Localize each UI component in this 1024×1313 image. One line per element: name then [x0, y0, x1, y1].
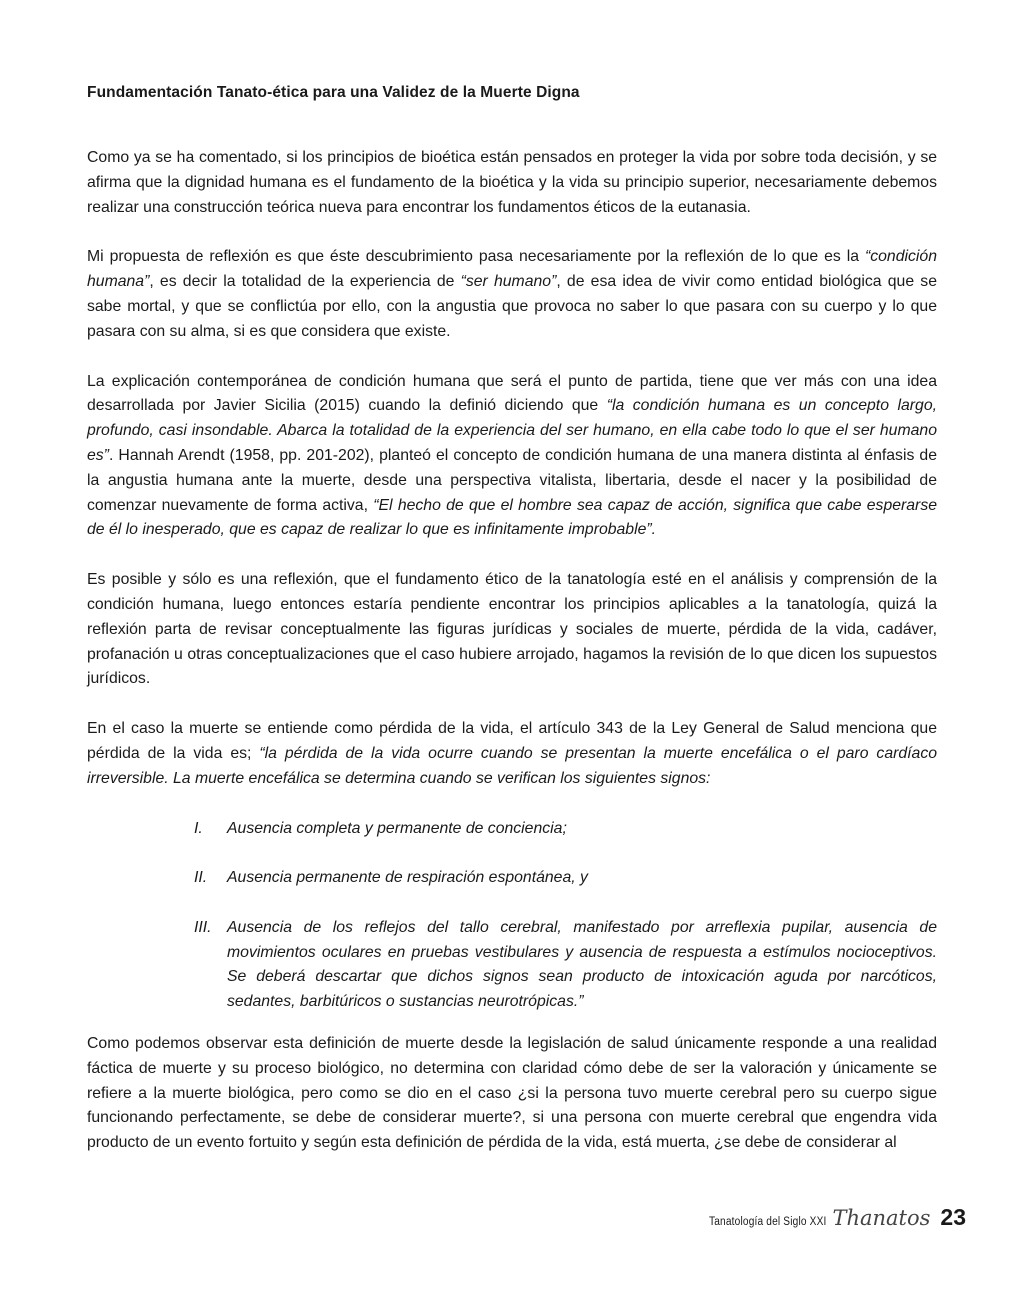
body-text: Como ya se ha comentado, si los principios de bioética están pensados en proteger la vida por sobre toda decisión, y se afirma que la dignidad humana es el fundamento de la bioética y la vida su principio superior, necesariamente debemos realizar una construcción teórica nueva para encontrar los fundamentos éticos de la eutanasia. [87, 149, 937, 216]
closing-paragraph: Como podemos observar esta definición de muerte desde la legislación de salud únicamente responde a una realidad fáctica de muerte y su proceso biológico, no determina con claridad cómo debe de ser la valoración y únicamente se refiere a la muerte biológica, pero como se dio en el caso ¿si la persona tuvo muerte cerebral pero su cuerpo sigue funcionando perfectamente, se debe de considerar muerte?, si una persona con muerte cerebral que engendra vida producto de un evento fortuito y según esta definición de pérdida de la vida, está muerta, ¿se debe de considerar al [87, 1034, 937, 1152]
list-item [194, 817, 937, 842]
body-text: , es decir la totalidad de la experiencia de [149, 273, 461, 291]
paragraph [87, 717, 937, 791]
body-text: La explicación contemporánea de condición humana que será el punto de partida, tiene que ver más con una idea desarrollada por Javier Sicilia (2015) cuando la definió diciendo que [87, 372, 937, 415]
list-item-text: Ausencia completa y permanente de conciencia; [227, 819, 567, 837]
paragraph [87, 568, 937, 692]
quote-text: “El hecho de que el hombre sea capaz de acción, significa que cabe esperarse de él lo inesperado, que es capaz de realizar lo que es infinitamente improbable”. [87, 496, 938, 539]
list-item [194, 916, 937, 1015]
body-text: Mi propuesta de reflexión es que éste descubrimiento pasa necesariamente por la reflexión de lo que es la [87, 248, 865, 266]
quote-text: “ser humano” [460, 273, 557, 291]
paragraph [87, 146, 937, 220]
page-body [87, 84, 937, 1181]
list-item-text: Ausencia de los reflejos del tallo cerebral, manifestado por arreflexia pupilar, ausencia de movimientos oculares en pruebas vestibulares y ausencia de respuesta a estímulos nocioceptivos. Se deberá descartar que dichos signos sean producto de intoxicación aguda por narcóticos, sedantes, barbitúricos o sustancias neurotrópicas.” [227, 918, 937, 1011]
signs-list [87, 817, 937, 1015]
body-text: Es posible y sólo es una reflexión, que el fundamento ético de la tanatología esté en el análisis y comprensión de la condición humana, luego entonces estaría pendiente encontrar los principios aplicables a la tanatología, quizá la reflexión parta de revisar conceptualmente las figuras jurídicas y sociales de muerte, pérdida de la vida, cadáver, profanación u otras conceptualizaciones que el caso hubiere arrojado, hagamos la revisión de lo que dicen los supuestos jurídicos. [87, 571, 937, 688]
list-item-number: II. [194, 869, 208, 887]
quote-text: “la condición humana es un concepto largo, profundo, casi insondable. Abarca la totalidad de la experiencia del ser humano, en ella cabe todo lo que el ser humano es” [87, 397, 937, 464]
footer-journal-label: Tanatología del Siglo XXI [708, 1216, 827, 1228]
quote-text: “la pérdida de la vida ocurre cuando se presentan la muerte encefálica o el paro cardíaco irreversible. La muerte encefálica se determina cuando se verifican los siguientes signos: [87, 744, 938, 787]
list-item-number: III. [194, 918, 212, 936]
body-text: , de esa idea de vivir como entidad biológica que se sabe mortal, y que se conflictúa por ello, con la angustia que provoca no saber lo que pasara con su cuerpo y lo que pasara con su alma, si es que considera que existe. [87, 273, 937, 340]
page-footer [693, 1204, 966, 1231]
body-text: . Hannah Arendt (1958, pp. 201-202), planteó el concepto de condición humana de una manera distinta al énfasis de la angustia humana ante la muerte, desde una perspectiva vitalista, libertaria, desde el nacer y la posibilidad de comenzar nuevamente de forma activa, [87, 446, 937, 514]
list-item-text: Ausencia permanente de respiración espontánea, y [227, 869, 588, 887]
list-item [194, 866, 937, 891]
list-item-number: I. [194, 819, 203, 837]
paragraphs [87, 146, 937, 792]
section-heading: Fundamentación Tanato-ética para una Validez de la Muerte Digna [87, 84, 580, 101]
quote-text: “condición humana” [87, 248, 937, 291]
paragraph [87, 370, 937, 544]
page-number: 23 [940, 1204, 966, 1230]
footer-logo: Thanatos [832, 1206, 931, 1230]
paragraph [87, 245, 937, 344]
body-text: En el caso la muerte se entiende como pérdida de la vida, el artículo 343 de la Ley General de Salud menciona que pérdida de la vida es; [87, 720, 937, 762]
